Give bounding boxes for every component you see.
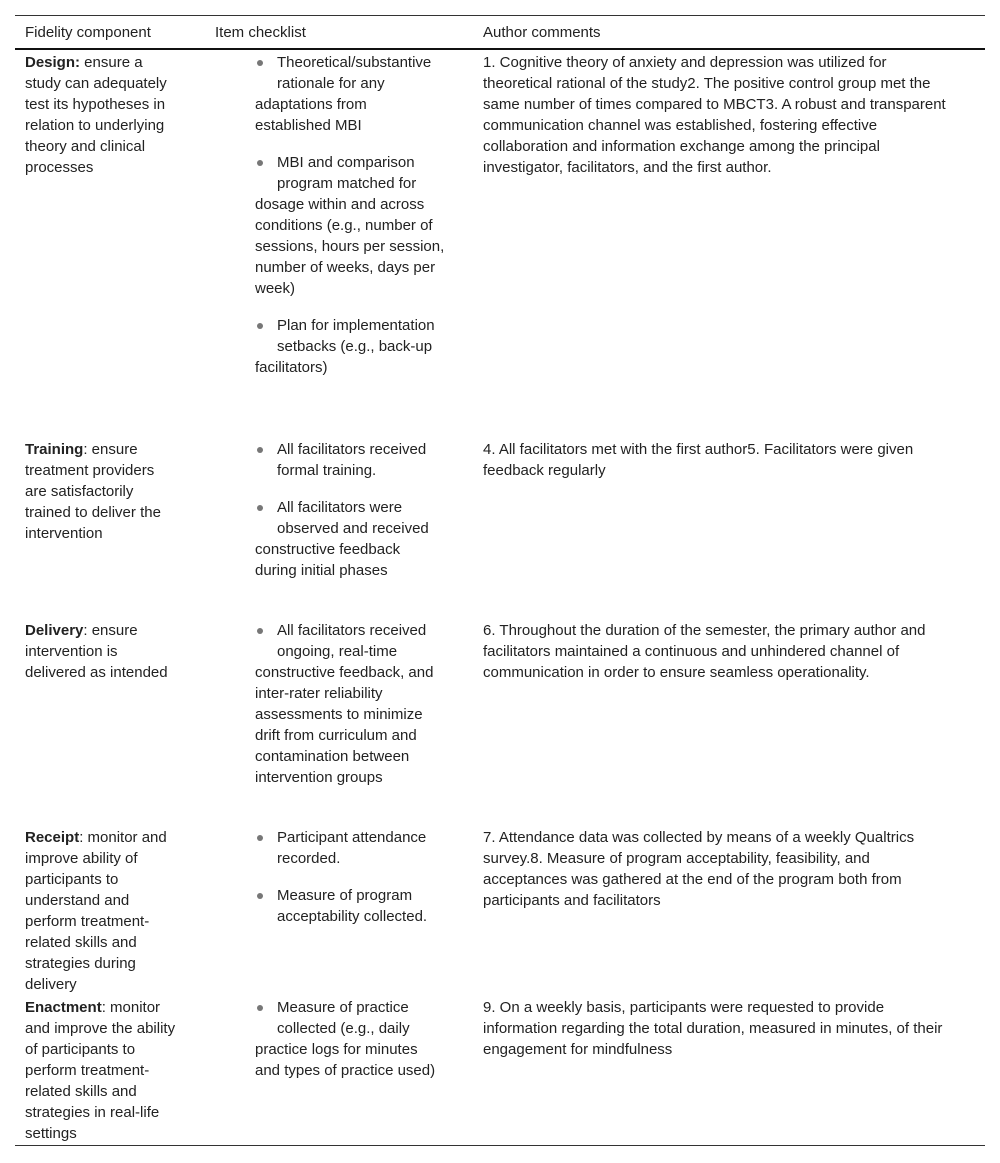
component-cell [15,437,205,618]
header-fidelity-component: Fidelity component [15,16,205,50]
list-item [255,620,445,788]
bullet-icon [255,885,277,927]
table-row-enactment [15,995,985,1145]
bullet-icon [255,620,277,662]
component-name: Training [25,441,84,458]
component-cell [15,825,205,995]
item-text: Measure of practice collected (e.g., daily practice logs for minutes and types of practice used) [255,999,436,1079]
item-text: MBI and comparison program matched for dosage within and across conditions (e.g., number of sessions, hours per session, number of weeks, days per week) [255,154,445,297]
header-item-checklist: Item checklist [205,16,473,50]
bullet-icon [255,152,277,194]
table-row-design [15,49,985,437]
list-item [255,827,445,869]
component-description: : monitor and improve the ability of participants to perform treatment-related skills and strategies in real-life settings [25,999,176,1142]
component-name: Receipt [25,829,80,846]
item-text: Measure of program acceptability collected. [277,887,428,925]
bullet-icon [255,315,277,357]
component-name: Delivery [25,622,84,639]
table-row-delivery [15,618,985,825]
item-text: Plan for implementation setbacks (e.g., back-up facilitators) [255,317,435,376]
bullet-icon [255,439,277,481]
checklist-cell [205,437,473,618]
comments-cell: 7. Attendance data was collected by means of a weekly Qualtrics survey.8. Measure of program acceptability, feasibility, and acceptances was gathered at the end of the program both from participants and facilitators [483,829,915,909]
component-cell [15,618,205,825]
list-item [255,439,445,481]
component-name: Design: [25,54,81,71]
comments-cell: 6. Throughout the duration of the semester, the primary author and facilitators maintained a continuous and unhindered channel of communication in order to ensure seamless operationality. [483,622,926,681]
list-item [255,152,445,299]
comments-cell: 9. On a weekly basis, participants were requested to provide information regarding the total duration, measured in minutes, of their engagement for mindfulness [473,995,985,1145]
checklist-cell [205,825,473,995]
list-item [255,52,445,136]
table-row-receipt [15,825,985,995]
component-cell [15,995,205,1145]
item-text: Participant attendance recorded. [277,829,427,867]
bullet-icon [255,497,277,539]
component-description: : ensure intervention is delivered as intended [25,622,168,681]
header-row [15,16,985,50]
component-cell [15,49,205,437]
list-item [255,997,445,1081]
checklist-cell [205,618,473,825]
item-text: Theoretical/substantive rationale for any adaptations from established MBI [255,54,432,134]
item-text: All facilitators were observed and received constructive feedback during initial phases [255,499,429,579]
component-description: ensure a study can adequately test its hypotheses in relation to underlying theory and clinical processes [25,54,167,176]
item-text: All facilitators received formal training. [277,441,427,479]
bullet-icon [255,52,277,94]
checklist-cell [205,995,473,1145]
component-name: Enactment [25,999,102,1016]
list-item [255,315,445,378]
fidelity-table [15,15,985,1146]
list-item [255,497,445,581]
comments-cell: 4. All facilitators met with the first author5. Facilitators were given feedback regularly [483,441,914,479]
checklist-cell [205,49,473,437]
item-text: All facilitators received ongoing, real-time constructive feedback, and inter-rater reliability assessments to minimize drift from curriculum and contamination between intervention groups [255,622,434,786]
header-author-comments: Author comments [473,16,985,50]
comments-cell: 1. Cognitive theory of anxiety and depression was utilized for theoretical rational of the study2. The positive control group met the same number of times compared to MBCT3. A robust and transparent communication channel was established, fostering effective collaboration and information exchange among the principal investigator, facilitators, and the first author. [483,54,946,176]
component-description: : ensure treatment providers are satisfactorily trained to deliver the intervention [25,441,161,542]
bullet-icon [255,997,277,1039]
table-row-training [15,437,985,618]
bullet-icon [255,827,277,869]
component-description: : monitor and improve ability of participants to understand and perform treatment-related skills and strategies during delivery [25,829,167,993]
list-item [255,885,445,927]
